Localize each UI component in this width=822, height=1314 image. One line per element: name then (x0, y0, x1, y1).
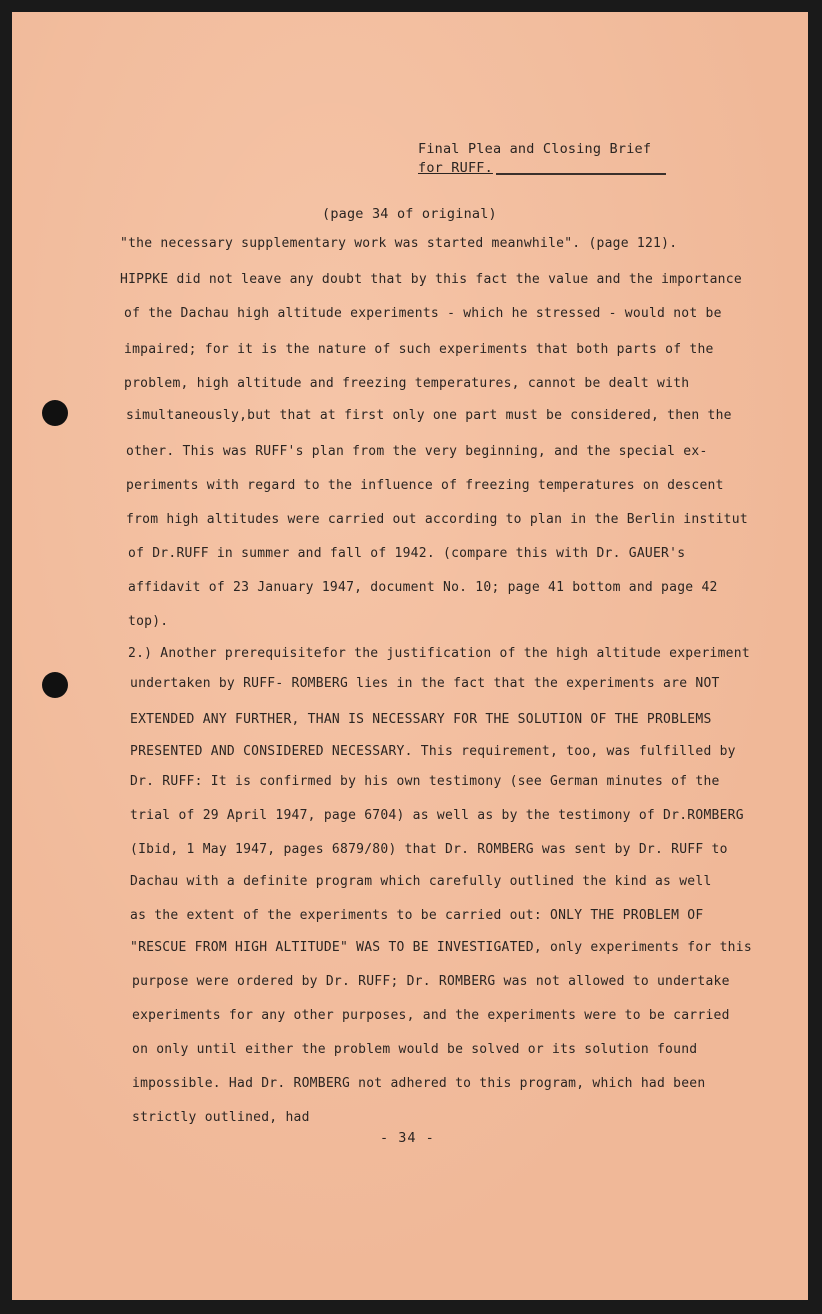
body-line: purpose were ordered by Dr. RUFF; Dr. ROMBERG was not allowed to undertake (132, 974, 730, 989)
punch-hole-top (42, 400, 68, 426)
body-line: PRESENTED AND CONSIDERED NECESSARY. This requirement, too, was fulfilled by (130, 744, 736, 759)
punch-hole-bottom (42, 672, 68, 698)
body-line: as the extent of the experiments to be carried out: ONLY THE PROBLEM OF (130, 908, 704, 923)
body-line: of Dr.RUFF in summer and fall of 1942. (compare this with Dr. GAUER's (128, 546, 686, 561)
header-underline (496, 173, 666, 175)
body-line: from high altitudes were carried out according to plan in the Berlin institut (126, 512, 748, 527)
body-line: 2.) Another prerequisitefor the justification of the high altitude experiment (128, 646, 750, 661)
document-page (12, 12, 808, 1300)
body-line: HIPPKE did not leave any doubt that by this fact the value and the importance (120, 272, 742, 287)
body-line: (Ibid, 1 May 1947, pages 6879/80) that Dr. ROMBERG was sent by Dr. RUFF to (130, 842, 728, 857)
body-line: affidavit of 23 January 1947, document No. 10; page 41 bottom and page 42 (128, 580, 718, 595)
header-title-line1: Final Plea and Closing Brief (418, 141, 652, 157)
body-line: undertaken by RUFF- ROMBERG lies in the fact that the experiments are NOT (130, 676, 720, 691)
body-line: simultaneously,but that at first only one part must be considered, then the (126, 408, 732, 423)
body-line: "the necessary supplementary work was started meanwhile". (page 121). (120, 236, 678, 251)
body-line: problem, high altitude and freezing temperatures, cannot be dealt with (124, 376, 690, 391)
body-line: other. This was RUFF's plan from the very beginning, and the special ex- (126, 444, 708, 459)
body-line: periments with regard to the influence of freezing temperatures on descent (126, 478, 724, 493)
body-line: EXTENDED ANY FURTHER, THAN IS NECESSARY FOR THE SOLUTION OF THE PROBLEMS (130, 712, 712, 727)
page-number: - 34 - (380, 1130, 435, 1146)
body-line: on only until either the problem would be solved or its solution found (132, 1042, 698, 1057)
body-line: Dr. RUFF: It is confirmed by his own testimony (see German minutes of the (130, 774, 720, 789)
body-line: "RESCUE FROM HIGH ALTITUDE" WAS TO BE INVESTIGATED, only experiments for this (130, 940, 752, 955)
header-title-line2: for RUFF. (418, 160, 493, 176)
document-header (418, 140, 651, 178)
body-line: top). (128, 614, 169, 629)
body-line: impaired; for it is the nature of such experiments that both parts of the (124, 342, 714, 357)
body-line: impossible. Had Dr. ROMBERG not adhered to this program, which had been (132, 1076, 706, 1091)
body-line: trial of 29 April 1947, page 6704) as well as by the testimony of Dr.ROMBERG (130, 808, 744, 823)
body-line: of the Dachau high altitude experiments - which he stressed - would not be (124, 306, 722, 321)
body-line: Dachau with a definite program which carefully outlined the kind as well (130, 874, 712, 889)
body-line: experiments for any other purposes, and the experiments were to be carried (132, 1008, 730, 1023)
body-line: strictly outlined, had (132, 1110, 310, 1125)
page-reference: (page 34 of original) (322, 206, 497, 222)
